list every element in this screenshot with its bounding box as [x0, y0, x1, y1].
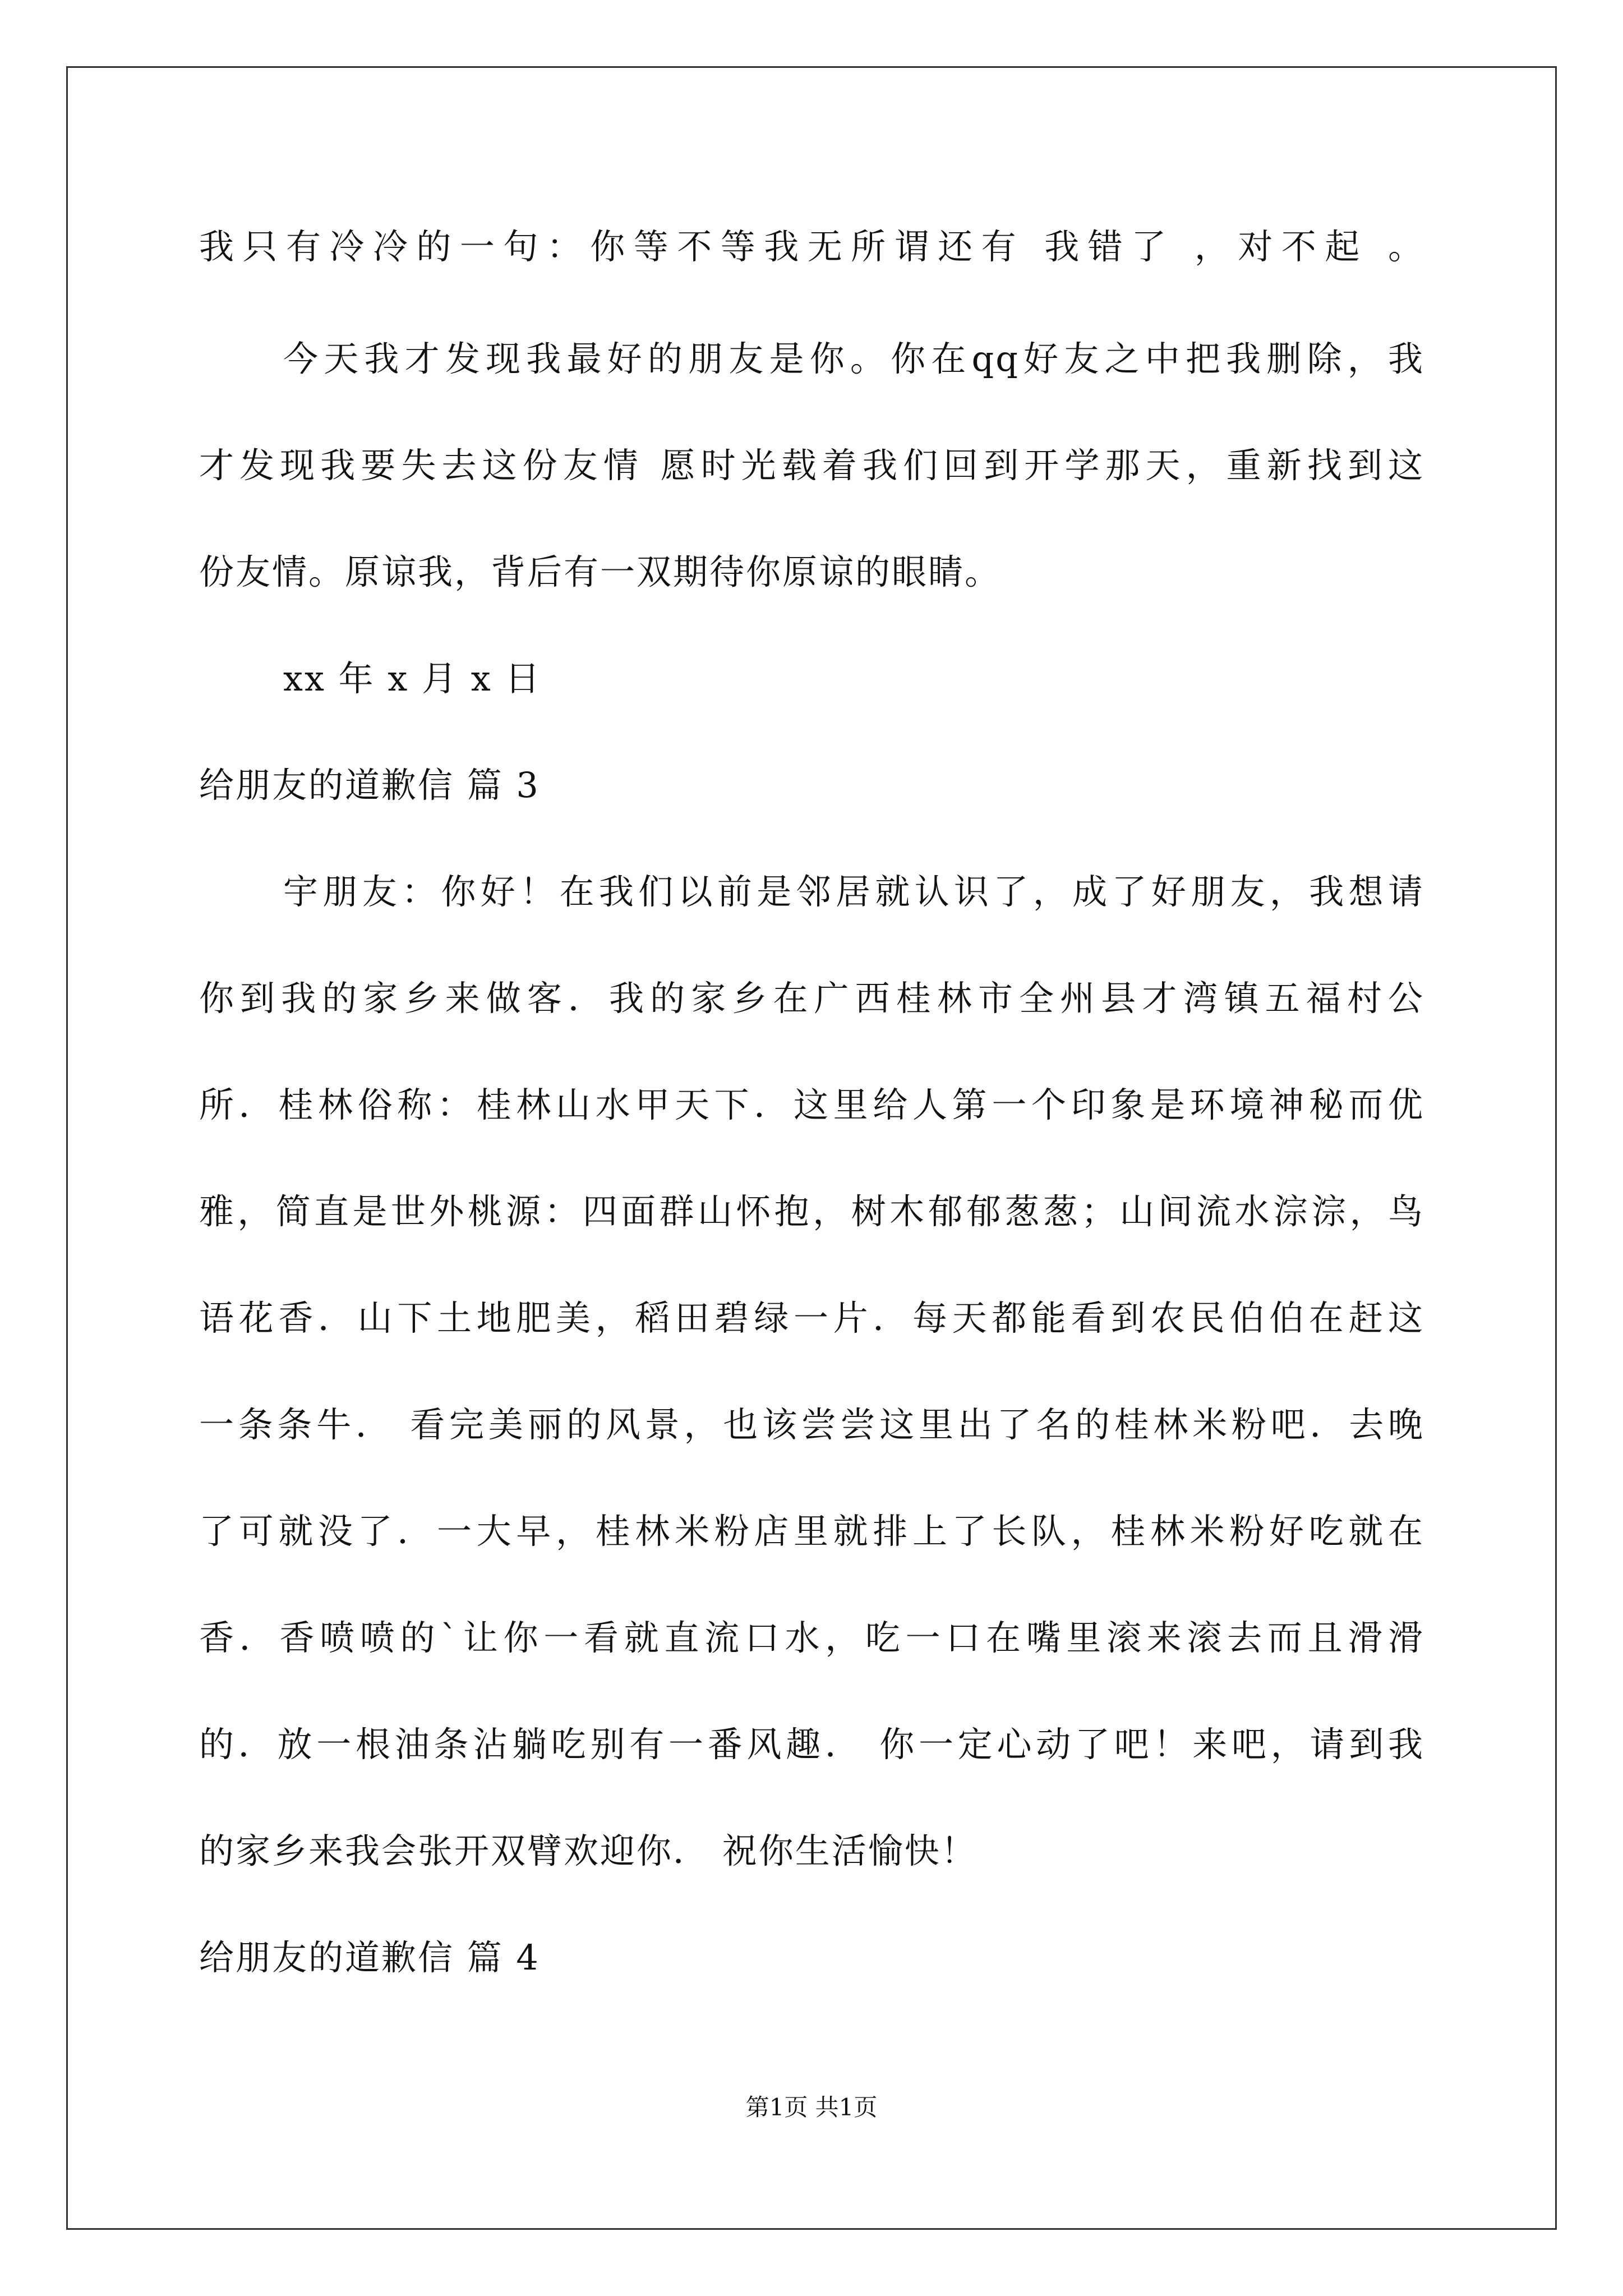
- section-heading-3: 给朋友的道歉信 篇 3: [199, 765, 540, 806]
- text-line: 的家乡来我会张开双臂欢迎你． 祝你生活愉快！: [199, 1830, 978, 1871]
- text-line: 香．香喷喷的`让你一看就直流口水，吃一口在嘴里滚来滚去而且滑滑: [199, 1617, 1424, 1658]
- text-line: 我只有冷冷的一句：你等不等我无所谓还有 我错了 ，对不起 。: [199, 226, 1424, 267]
- section-heading-4: 给朋友的道歉信 篇 4: [199, 1937, 540, 1978]
- text-line: 一条条牛． 看完美丽的风景，也该尝尝这里出了名的桂林米粉吧．去晚: [199, 1404, 1424, 1445]
- paragraph-first-line: 今天我才发现我最好的朋友是你。你在qq好友之中把我删除，我: [283, 338, 1424, 379]
- text-line: 语花香．山下土地肥美，稻田碧绿一片．每天都能看到农民伯伯在赶这: [199, 1297, 1424, 1338]
- text-line: 雅，简直是世外桃源：四面群山怀抱，树木郁郁葱葱；山间流水淙淙，鸟: [199, 1191, 1424, 1232]
- text-line: 所．桂林俗称：桂林山水甲天下．这里给人第一个印象是环境神秘而优: [199, 1084, 1424, 1125]
- paragraph-first-line: 宇朋友：你好！在我们以前是邻居就认识了，成了好朋友，我想请: [283, 871, 1424, 912]
- page-border: [66, 66, 1557, 2230]
- page-number: 第1页 共1页: [745, 2093, 878, 2121]
- text-line: 你到我的家乡来做客．我的家乡在广西桂林市全州县才湾镇五福村公: [199, 978, 1424, 1019]
- text-line: 份友情。原谅我，背后有一双期待你原谅的眼睛。: [199, 551, 1002, 592]
- text-line: 才发现我要失去这份友情 愿时光载着我们回到开学那天，重新找到这: [199, 445, 1424, 486]
- text-line: 的．放一根油条沾躺吃别有一番风趣． 你一定心动了吧！来吧，请到我: [199, 1724, 1424, 1765]
- text-line: 了可就没了．一大早，桂林米粉店里就排上了长队，桂林米粉好吃就在: [199, 1511, 1424, 1552]
- date-line: xx 年 x 月 x 日: [283, 658, 542, 699]
